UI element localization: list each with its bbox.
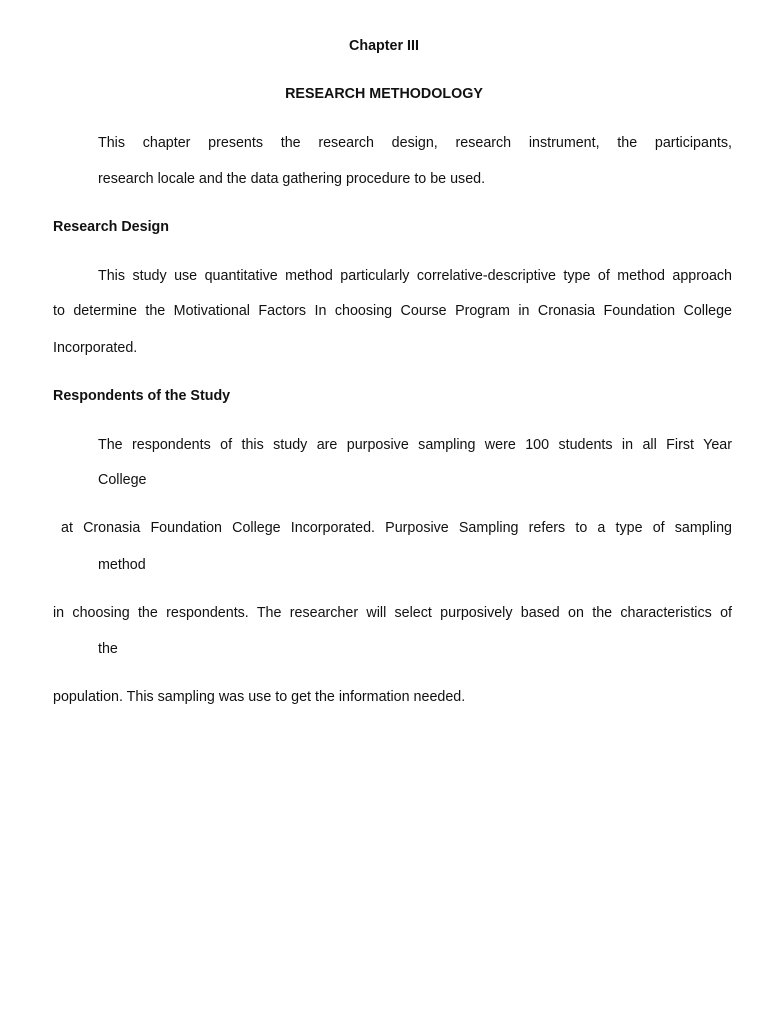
intro-paragraph-line-2: research locale and the data gathering procedure to be used. bbox=[98, 171, 486, 187]
chapter-number: Chapter III bbox=[349, 38, 419, 54]
research-design-line-3: Incorporated. bbox=[53, 340, 138, 356]
respondents-line-7: population. This sampling was use to get the information needed. bbox=[53, 689, 466, 705]
respondents-line-3: at Cronasia Foundation College Incorporated. Purposive Sampling refers to a type of sampling bbox=[61, 520, 732, 536]
respondents-line-5: in choosing the respondents. The researcher will select purposively based on the characteristics of bbox=[53, 605, 732, 621]
respondents-line-4: method bbox=[98, 557, 146, 573]
respondents-line-1: The respondents of this study are purposive sampling were 100 students in all First Year bbox=[98, 437, 732, 453]
respondents-line-6: the bbox=[98, 641, 118, 657]
chapter-title: RESEARCH METHODOLOGY bbox=[285, 86, 483, 102]
research-design-line-2: to determine the Motivational Factors In choosing Course Program in Cronasia Foundation College bbox=[53, 303, 732, 319]
intro-paragraph-line-1: This chapter presents the research design, research instrument, the participants, bbox=[98, 135, 732, 151]
research-design-heading: Research Design bbox=[53, 219, 170, 235]
research-design-line-1: This study use quantitative method particularly correlative-descriptive type of method approach bbox=[98, 268, 732, 284]
respondents-line-2: College bbox=[98, 472, 147, 488]
respondents-heading: Respondents of the Study bbox=[53, 388, 231, 404]
